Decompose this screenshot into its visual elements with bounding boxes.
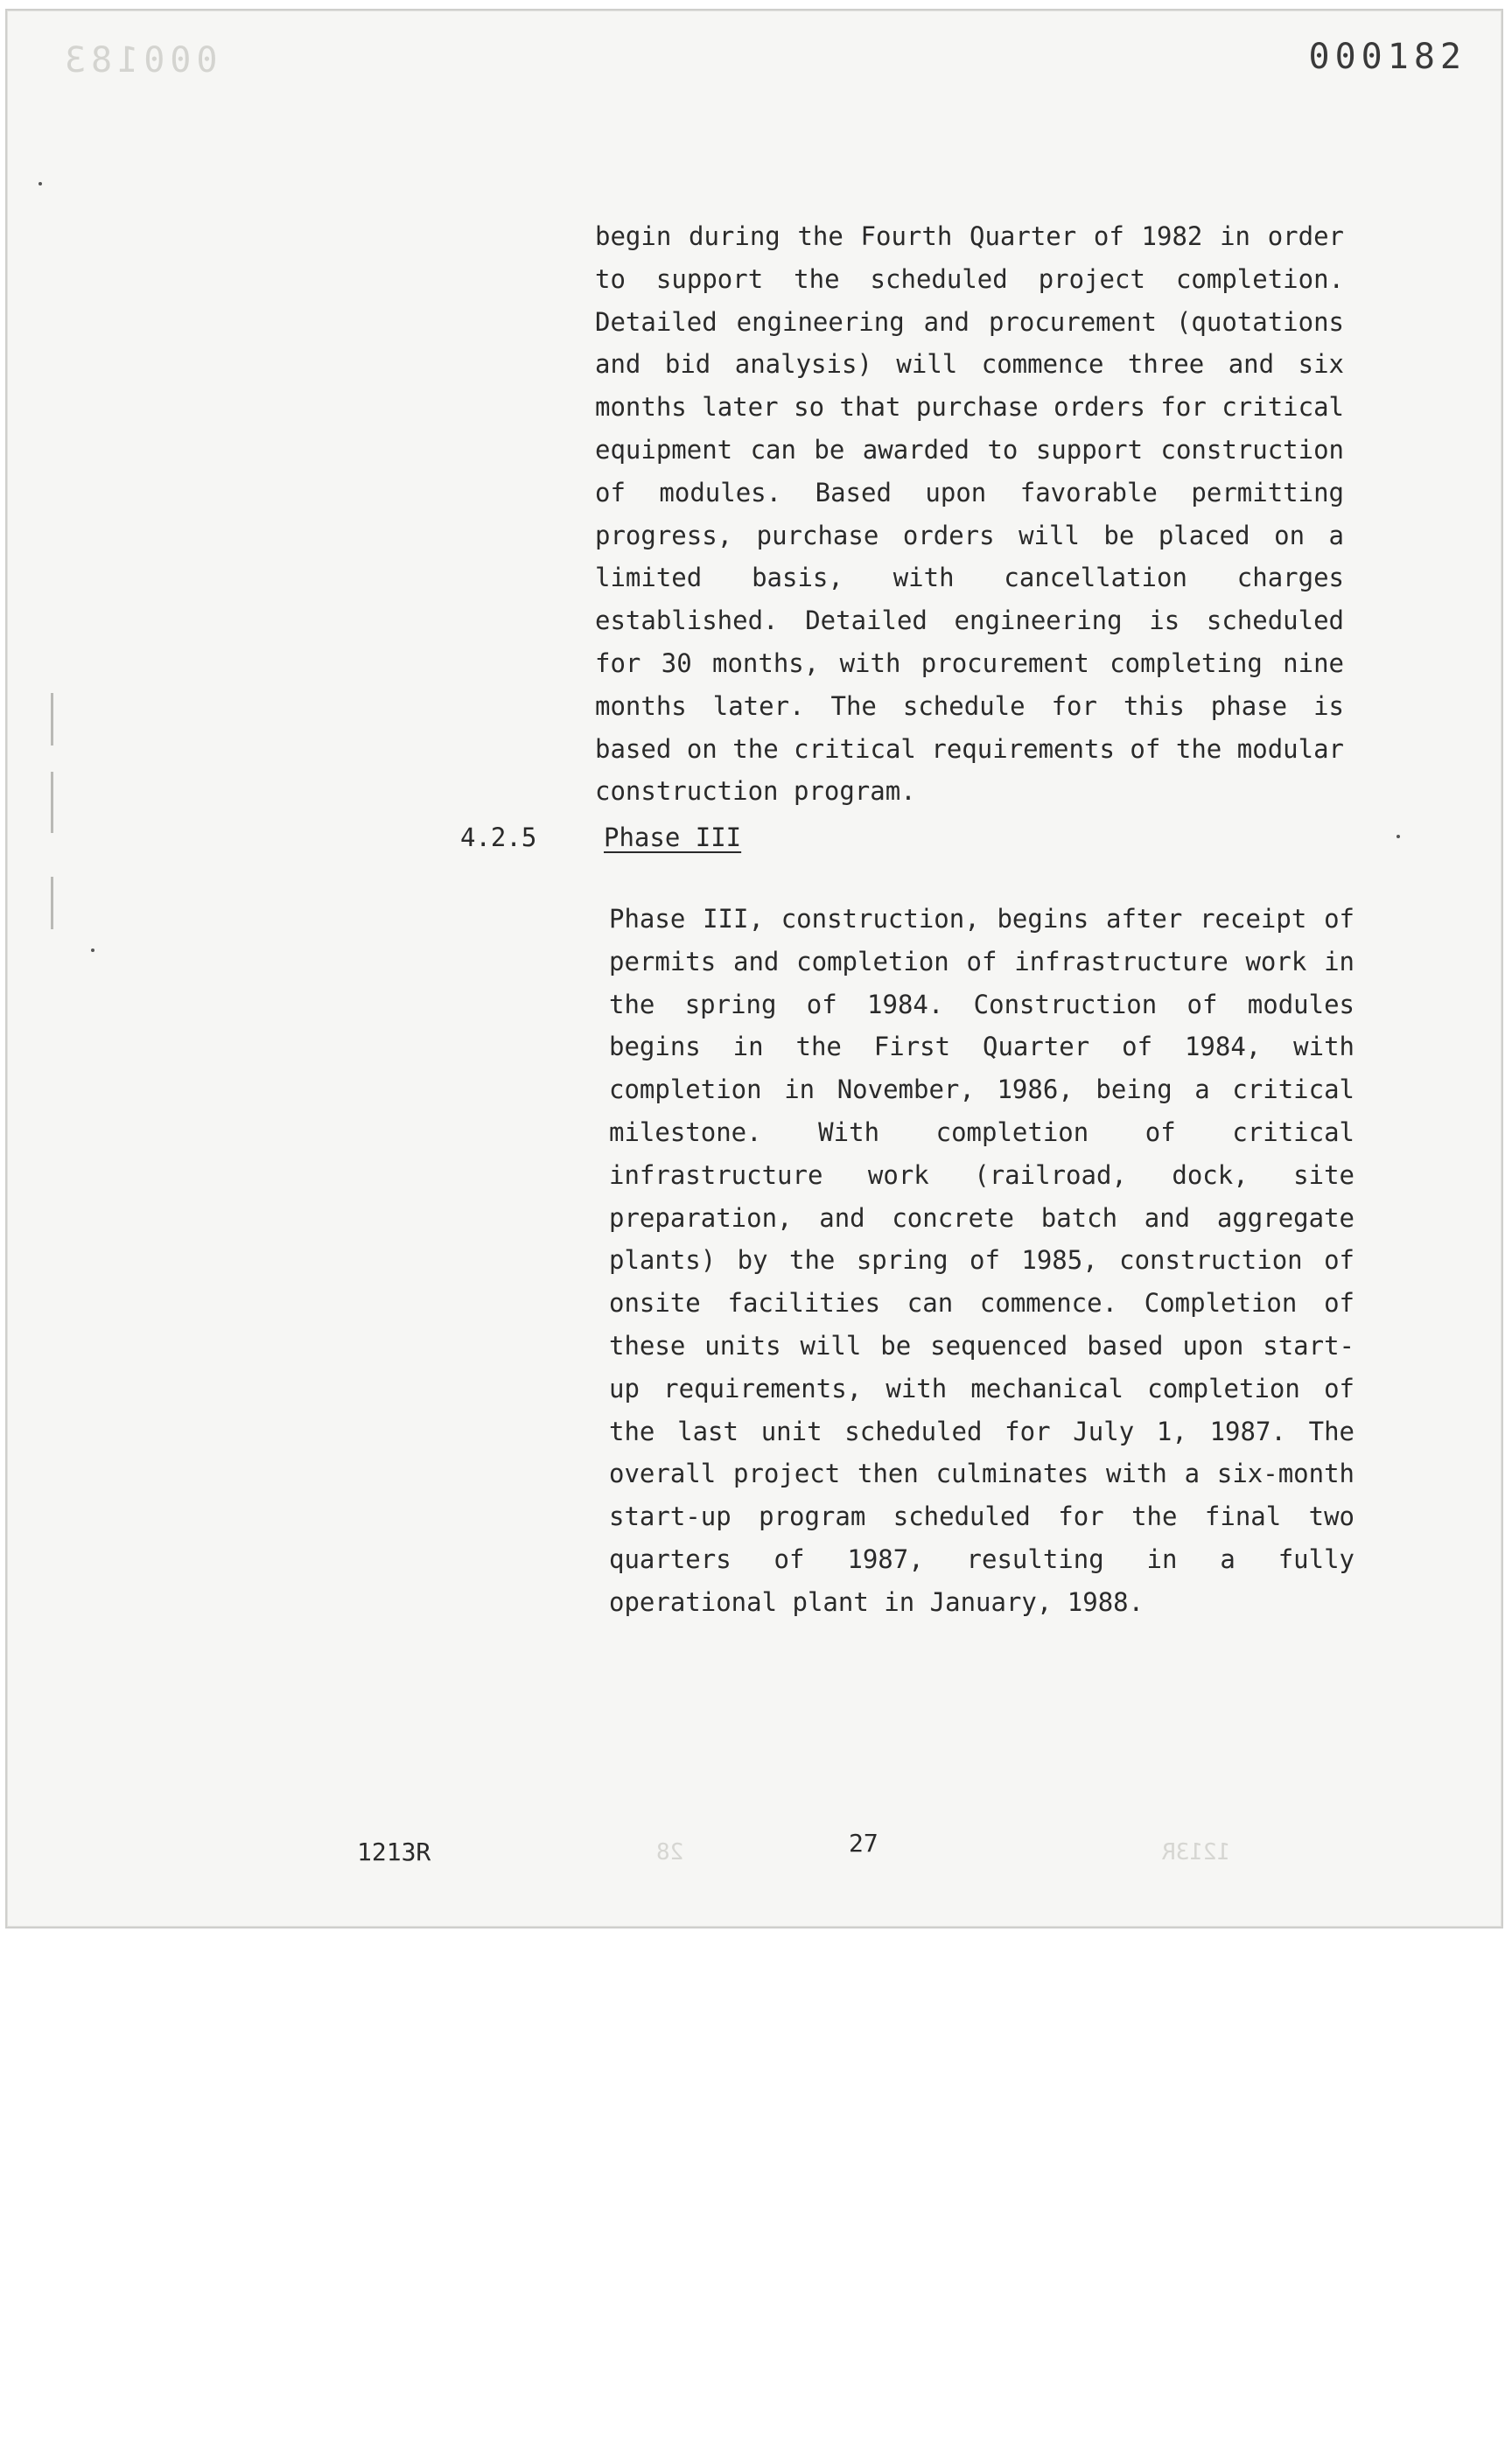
footer-document-code: 1213R (357, 1838, 431, 1866)
scan-speck (91, 948, 94, 952)
page-number: 000182 (1308, 37, 1466, 77)
scan-mark (51, 877, 53, 929)
bleed-through-footer-page: 28 (656, 1839, 684, 1866)
bleed-through-page-number: 000183 (60, 40, 218, 80)
scan-mark (51, 772, 53, 833)
paragraph-procurement: begin during the Fourth Quarter of 1982 in order to support the scheduled project completion. Detailed engineering and procurement (quotations and bid analysis) will commence three and six months later so that purchase orders for critical equipment can be awarded to support construction of modules. Based upon favorable permitting progress, purchase orders will be placed on a limited basis, with cancellation charges established. Detailed engineering is scheduled for 30 months, with procurement completing nine months later. The schedule for this phase is based on the critical requirements of the modular construction program. (595, 221, 1344, 807)
bleed-through-footer-code: 1213R (1162, 1839, 1231, 1866)
section-number: 4.2.5 (460, 822, 537, 852)
footer-page-number: 27 (849, 1829, 878, 1858)
scan-mark (51, 693, 53, 746)
scan-speck (38, 182, 42, 186)
scanned-page (5, 9, 1503, 1928)
paragraph-phase-iii: Phase III, construction, begins after receipt of permits and completion of infrastructure work in the spring of 1984. Construction of modules begins in the First Quarter of 1984, with completion in November, 1986, being a critical milestone. With completion of critical infrastructure work (railroad, dock, site preparation, and concrete batch and aggregate plants) by the spring of 1985, construction of onsite facilities can commence. Completion of these units will be sequenced based upon start-up requirements, with mechanical completion of the last unit scheduled for July 1, 1987. The overall project then culminates with a six-month start-up program scheduled for the final two quarters of 1987, resulting in a fully operational plant in January, 1988. (609, 904, 1354, 1617)
section-title: Phase III (604, 822, 742, 852)
scan-speck (1396, 835, 1400, 838)
